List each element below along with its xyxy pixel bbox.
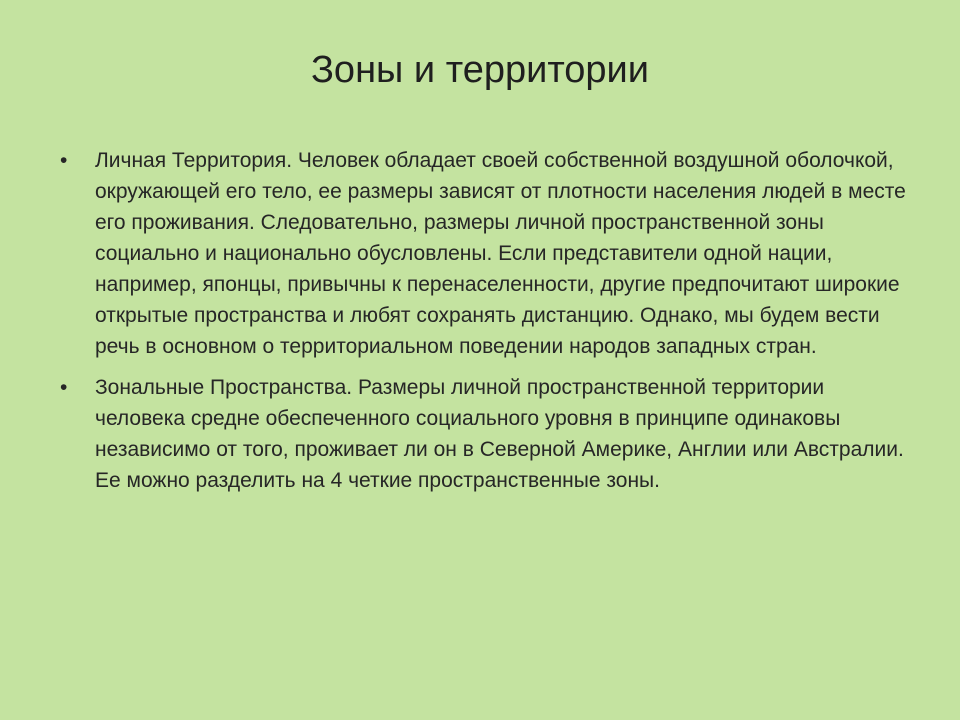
bullet-text: Личная Территория. Человек обладает своей собственной воздушной оболочкой, окружающей его тело, ее размеры зависят от плотности населения людей в месте его проживания. Следовательно, размеры личной пространственной зоны социально и национально обусловлены. Если представители одной нации, например, японцы, привычны к перенаселенности, другие предпочитают широкие открытые пространства и любят сохранять дистанцию. Однако, мы будем вести речь в основном о территориальном поведении народов западных стран. bbox=[95, 149, 906, 358]
bullet-point-icon: • bbox=[60, 149, 68, 172]
bullet-list bbox=[60, 145, 910, 506]
bullet-item bbox=[60, 145, 910, 362]
bullet-item bbox=[60, 372, 910, 496]
bullet-point-icon: • bbox=[60, 376, 68, 399]
bullet-text: Зональные Пространства. Размеры личной пространственной территории человека средне обеспеченного социального уровня в принципе одинаковы независимо от того, проживает ли он в Северной Америке, Англии или Австралии. Ее можно разделить на 4 четкие пространственные зоны. bbox=[95, 376, 904, 492]
slide-title: Зоны и территории bbox=[310, 49, 650, 91]
